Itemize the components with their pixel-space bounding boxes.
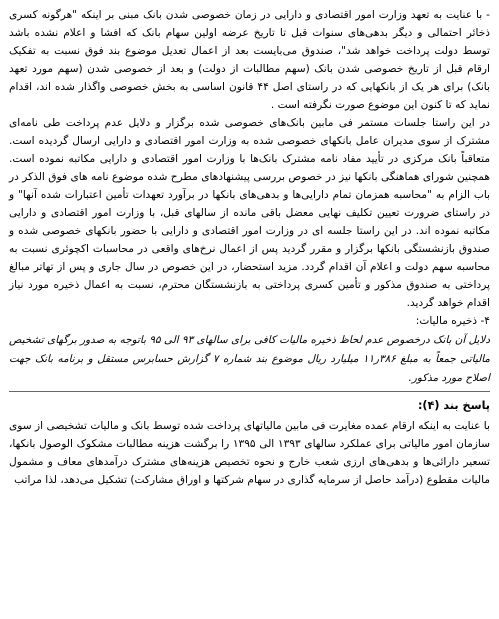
section-4-heading: ۴- ذخیره مالیات:: [415, 315, 490, 327]
section-4-question: دلایل آن بانک درخصوص عدم لحاظ ذخیره مالیات کافی برای سالهای ۹۳ الی ۹۵ باتوجه به صدور برگهای تشخیص مالیاتی جمعاً به مبلغ ۳۸۶ر۱۱ میلیارد ریال موضوع بند شماره ۷ گزارش حسابرس مستقل و برنامه بانک جهت اصلاح مورد مذکور.: [9, 334, 490, 384]
answer-4-text: با عنایت به اینکه ارقام عمده مغایرت فی مابین مالیاتهای پرداخت شده توسط بانک و مالیات تشخیصی از سوی سازمان امور مالیاتی برای عملکرد سالهای ۱۳۹۳ الی ۱۳۹۵ را برگشت هزینه مطالبات مشکوک الوصول بانکها، تسعیر دارائی‌ها و بدهی‌های ارزی شعب خارج و نحوه تخصیص هزینه‌های مشترک درآمدهای معاف و مشمول مالیات مقطوع (درآمد حاصل از سرمایه گذاری در سهام شرکتها و اوراق مشارکت) تشکیل می‌دهد، لذا مراتب: [9, 420, 490, 486]
answer-4-heading: پاسخ بند (۴):: [417, 399, 490, 412]
paragraph-government-commitment: - با عنایت به تعهد وزارت امور اقتصادی و دارایی در زمان خصوصی شدن بانک مبنی بر اینکه "هرگونه کسری ذخائر احتمالی و دیگر بدهی‌های سنوات قبل تا تاریخ عرضه اولین سهام بانک که افشا و اعلام نشده باشد توسط دولت پرداخت خواهد شد"، صندوق می‌بایست بعد از اعمال تعدیل موضوع بند فوق نسبت به تفکیک ارقام قبل از تاریخ خصوصی شدن بانک (سهم مطالبات از دولت) و بعد از خصوصی شدن (سهم مورد تعهد بانک) برای هر یک از بانکهایی که در راستای اصل ۴۴ قانون اساسی به بخش خصوصی واگذار شده اند، اقدام نماید که تا کنون این موضوع صورت نگرفته است .: [9, 9, 490, 111]
section-divider: [9, 391, 490, 392]
paragraph-meetings: در این راستا جلسات مستمر فی مابین بانک‌های خصوصی شده برگزار و دلایل عدم پرداخت طی نامه‌ای مشترک از سوی مدیران عامل بانکهای خصوصی شده به وزارت امور اقتصادی و دارایی ارسال گردیده است. متعاقباً بانک مرکزی در تأیید مفاد نامه مشترک بانک‌ها با وزارت امور اقتصادی و دارایی مکاتبه نموده است. همچنین شورای هماهنگی بانکها نیز در خصوص بررسی پیشنهادهای مطرح شده موضوع نامه های فوق الذکر در باب الزام به "محاسبه همزمان تمام دارایی‌ها و بدهی‌های بانکها در برآورد تعهدات تأمین اعتبارات شده آنها" و در راستای ضرورت تعیین تکلیف نهایی معضل باقی مانده از سالهای قبل، با وزارت امور اقتصادی و دارایی مکاتبه نموده اند. در این راستا جلسه ای در وزارت امور اقتصادی و دارایی با حضور بانکهای خصوصی شده و صندوق بازنشستگی بانکها برگزار و مقرر گردید پس از اعمال نرخ‌های واقعی در محاسبات اکچوئری نسبت به محاسبه سهم دولت و اعلام آن اقدام گردد. مزید استحضار، در این خصوص در سال جاری و پس از تهاتر مبالغ پرداختی به صندوق مذکور و تأمین کسری پرداختی به بازنشستگان محترم، نسبت به اعمال ذخیره مورد نیاز اقدام خواهد گردید.: [9, 117, 490, 309]
